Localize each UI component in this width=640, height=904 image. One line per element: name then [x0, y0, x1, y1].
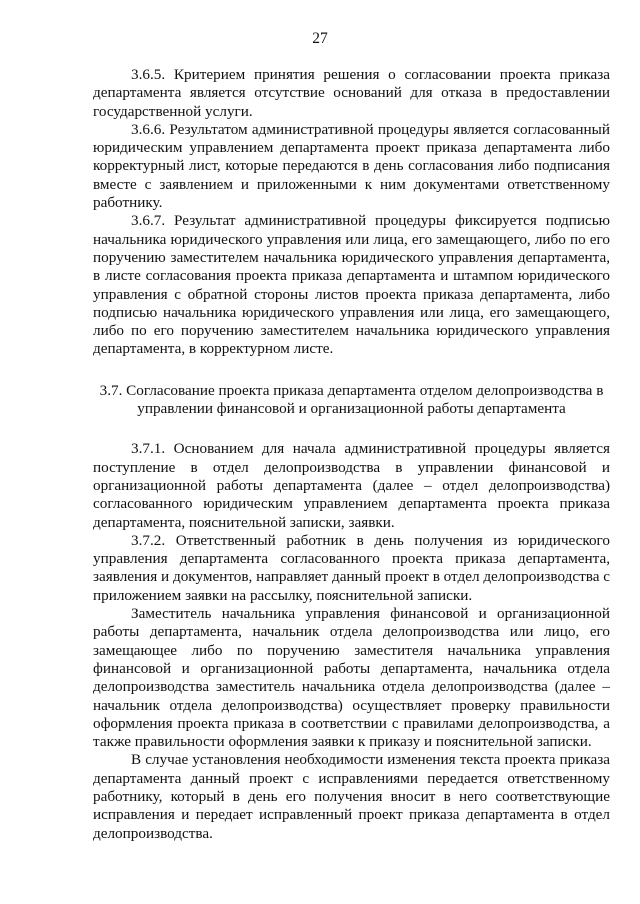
page-number: 27: [312, 30, 328, 47]
paragraph-3-6-7: 3.6.7. Результат административной процедуры фиксируется подписью начальника юридического управления или лица, его замещающего, либо по его поручению заместителем начальника юридического управления департамента, в листе согласования проекта приказа департамента и штампом юридического управления с обратной стороны листов проекта приказа департамента, либо подписью начальника юридического управления или лица, его замещающего, либо по его поручению заместителем начальника юридического управления департамента, в корректурном листе.: [93, 212, 610, 358]
paragraph-deputy-check: Заместитель начальника управления финансовой и организационной работы департамента, начальник отдела делопроизводства или лицо, его замещающее либо по поручению заместителя начальника управления финансовой и организационной работы департамента, начальника отдела делопроизводства заместитель начальника отдела делопроизводства (далее – начальник отдела делопроизводства) осуществляет проверку правильности оформления проекта приказа в соответствии с правилами делопроизводства, а также правильности оформления заявки к приказу и пояснительной записки.: [93, 605, 610, 751]
paragraph-corrections: В случае установления необходимости изменения текста проекта приказа департамента данный проект с исправлениями передается ответственному работнику, который в день его получения вносит в него соответствующие исправления и передает исправленный проект приказа департамента в отдел делопроизводства.: [93, 751, 610, 842]
paragraph-3-6-6: 3.6.6. Результатом административной процедуры является согласованный юридическим управлением департамента проект приказа департамента либо корректурный лист, которые передаются в день согласования либо подписания вместе с заявлением и приложенными к ним документами ответственному работнику.: [93, 120, 610, 212]
document-body: [93, 66, 610, 843]
paragraph-3-6-5: 3.6.5. Критерием принятия решения о согласовании проекта приказа департамента является отсутствие оснований для отказа в предоставлении государственной услуги.: [93, 66, 610, 120]
paragraph-3-7-2: 3.7.2. Ответственный работник в день получения из юридического управления департамента согласованного проекта приказа департамента, заявления и документов, направляет данный проект в отдел делопроизводства с приложением заявки на рассылку, пояснительной записки.: [93, 531, 610, 604]
section-heading-3-7: 3.7. Согласование проекта приказа департамента отделом делопроизводства в управлении финансовой и организационной работы департамента: [99, 381, 604, 418]
paragraph-3-7-1: 3.7.1. Основанием для начала административной процедуры является поступление в отдел делопроизводства в управлении финансовой и организационной работы департамента (далее – отдел делопроизводства) согласованного юридическим управлением департамента проекта приказа департамента, пояснительной записки, заявки.: [93, 440, 610, 531]
